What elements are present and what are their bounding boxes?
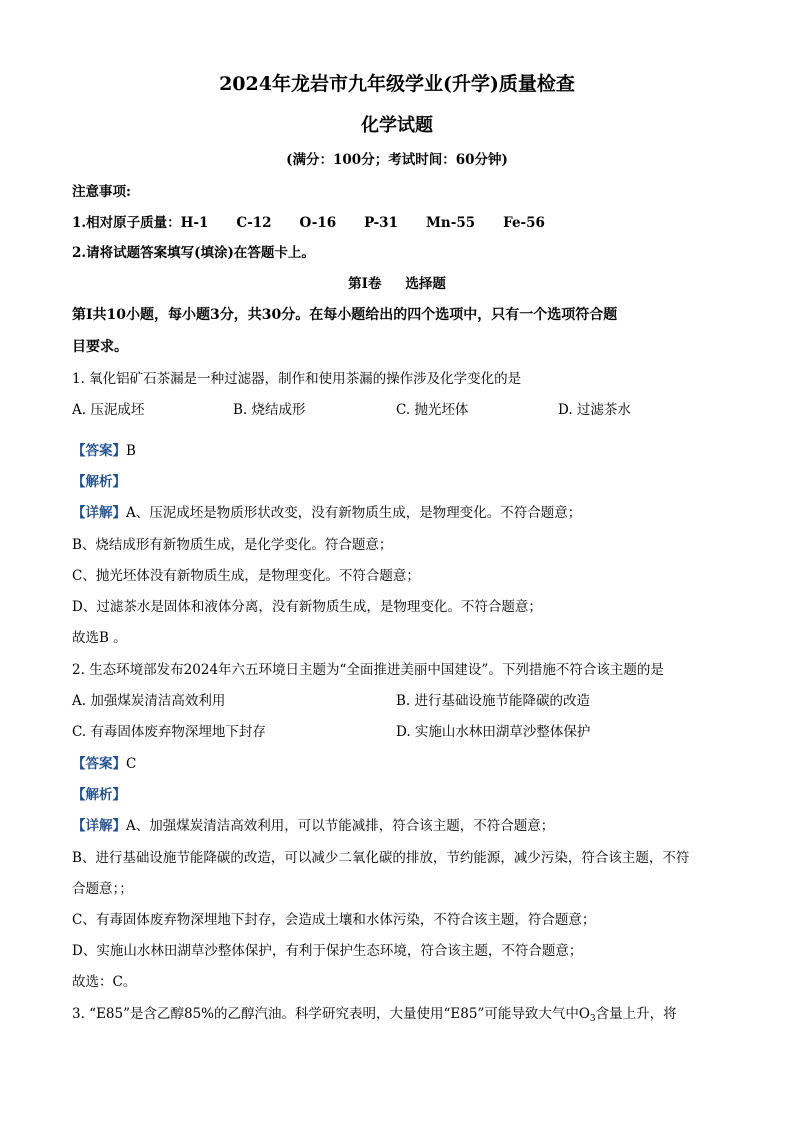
bracket-open: 【 — [72, 787, 86, 803]
atomic-mass-item: O-16 — [299, 215, 337, 231]
q2-stem: 2. 生态环境部发布2024年六五环境日主题为“全面推进美丽中国建设”。下列措施不符合该主题的是 — [72, 662, 664, 678]
q1-conclusion: 故选B 。 — [72, 630, 127, 646]
q1-option-d: D. 过滤茶水 — [558, 402, 631, 418]
analysis-label: 解析 — [85, 474, 113, 490]
analysis-label: 解析 — [85, 787, 113, 803]
answer-value: B — [126, 443, 136, 459]
detail-label: 详解 — [85, 505, 113, 521]
q1-detail-2: B、烧结成形有新物质生成，是化学变化。符合题意； — [72, 537, 393, 553]
q3-stem — [72, 1005, 677, 1028]
q3-stem-part2: 含量上升，将 — [595, 1006, 677, 1022]
q1-analysis — [72, 473, 126, 491]
bracket-open: 【 — [72, 474, 86, 490]
atomic-mass-item: C-12 — [236, 215, 272, 231]
section-intro-1: 第I共10小题，每小题3分，共30分。在每小题给出的四个选项中，只有一个选项符合题 — [72, 307, 618, 323]
atomic-mass-item: Mn-55 — [425, 215, 476, 231]
exam-title: 2024年龙岩市九年级学业(升学)质量检查 — [219, 73, 575, 95]
section-title-left: 第I卷 — [348, 276, 382, 292]
q1-answer — [72, 442, 136, 460]
bracket-close: 】 — [112, 474, 126, 490]
atomic-mass-item: H-1 — [180, 215, 209, 231]
exam-meta: (满分：100分；考试时间：60分钟) — [286, 152, 508, 168]
q2-conclusion: 故选：C。 — [72, 974, 137, 990]
bracket-open: 【 — [72, 505, 86, 521]
atomic-mass-item: Fe-56 — [503, 215, 545, 231]
q1-detail-3: C、抛光坯体没有新物质生成，是物理变化。不符合题意； — [72, 568, 420, 584]
q2-detail-4: D、实施山水林田湖草沙整体保护，有利于保护生态环境，符合该主题，不符合题意； — [72, 943, 583, 959]
bracket-close: 】 — [112, 505, 126, 521]
q2-option-d: D. 实施山水林田湖草沙整体保护 — [396, 724, 591, 740]
bracket-close: 】 — [112, 787, 126, 803]
bracket-close: 】 — [112, 756, 126, 772]
answer-label: 答案 — [85, 443, 113, 459]
q1-stem: 1. 氧化铝矿石茶漏是一种过滤器，制作和使用茶漏的操作涉及化学变化的是 — [72, 371, 522, 387]
bracket-open: 【 — [72, 756, 86, 772]
q1-detail-4: D、过滤茶水是固体和液体分离，没有新物质生成，是物理变化。不符合题意； — [72, 599, 542, 615]
q2-option-b: B. 进行基础设施节能降碳的改造 — [396, 693, 591, 709]
q1-option-a: A. 压泥成坯 — [72, 402, 145, 418]
bracket-open: 【 — [72, 443, 86, 459]
atomic-mass-line — [72, 214, 545, 232]
q2-option-a: A. 加强煤炭清洁高效利用 — [72, 693, 226, 709]
bracket-close: 】 — [112, 443, 126, 459]
q2-detail-3: C、有毒固体废弃物深埋地下封存，会造成土壤和水体污染，不符合该主题，符合题意； — [72, 912, 596, 928]
detail-label: 详解 — [85, 818, 113, 834]
atomic-mass-label: 1.相对原子质量： — [72, 215, 181, 231]
subject-title: 化学试题 — [361, 115, 433, 136]
answer-value: C — [126, 756, 137, 772]
q2-detail-1 — [72, 817, 554, 835]
q1-option-c: C. 抛光坯体 — [396, 402, 469, 418]
q1-option-b: B. 烧结成形 — [233, 402, 306, 418]
q2-answer — [72, 755, 136, 773]
q2-analysis — [72, 786, 126, 804]
q1-detail-1 — [72, 504, 581, 522]
section-intro-2: 目要求。 — [72, 339, 128, 355]
notes-item-2: 2.请将试题答案填写(填涂)在答题卡上。 — [72, 245, 315, 261]
q3-stem-subscript: 3 — [589, 1014, 596, 1024]
notes-heading: 注意事项: — [72, 184, 131, 200]
q2-detail-2b: 合题意；； — [72, 881, 133, 897]
q2-option-c: C. 有毒固体废弃物深埋地下封存 — [72, 724, 266, 740]
detail-text: A、加强煤炭清洁高效利用，可以节能减排，符合该主题，不符合题意； — [126, 818, 555, 834]
section-title-right: 选择题 — [405, 276, 446, 292]
q3-stem-part1: 3. “E85”是含乙醇85%的乙醇汽油。科学研究表明，大量使用“E85”可能导致大气中O — [72, 1006, 590, 1022]
detail-text: A、压泥成坯是物质形状改变，没有新物质生成，是物理变化。不符合题意； — [126, 505, 582, 521]
q2-detail-2a: B、进行基础设施节能降碳的改造，可以减少二氧化碳的排放，节约能源，减少污染，符合该主题，不符 — [72, 850, 690, 866]
section-title — [0, 275, 794, 293]
atomic-mass-item: P-31 — [364, 215, 398, 231]
bracket-close: 】 — [112, 818, 126, 834]
answer-label: 答案 — [85, 756, 113, 772]
bracket-open: 【 — [72, 818, 86, 834]
